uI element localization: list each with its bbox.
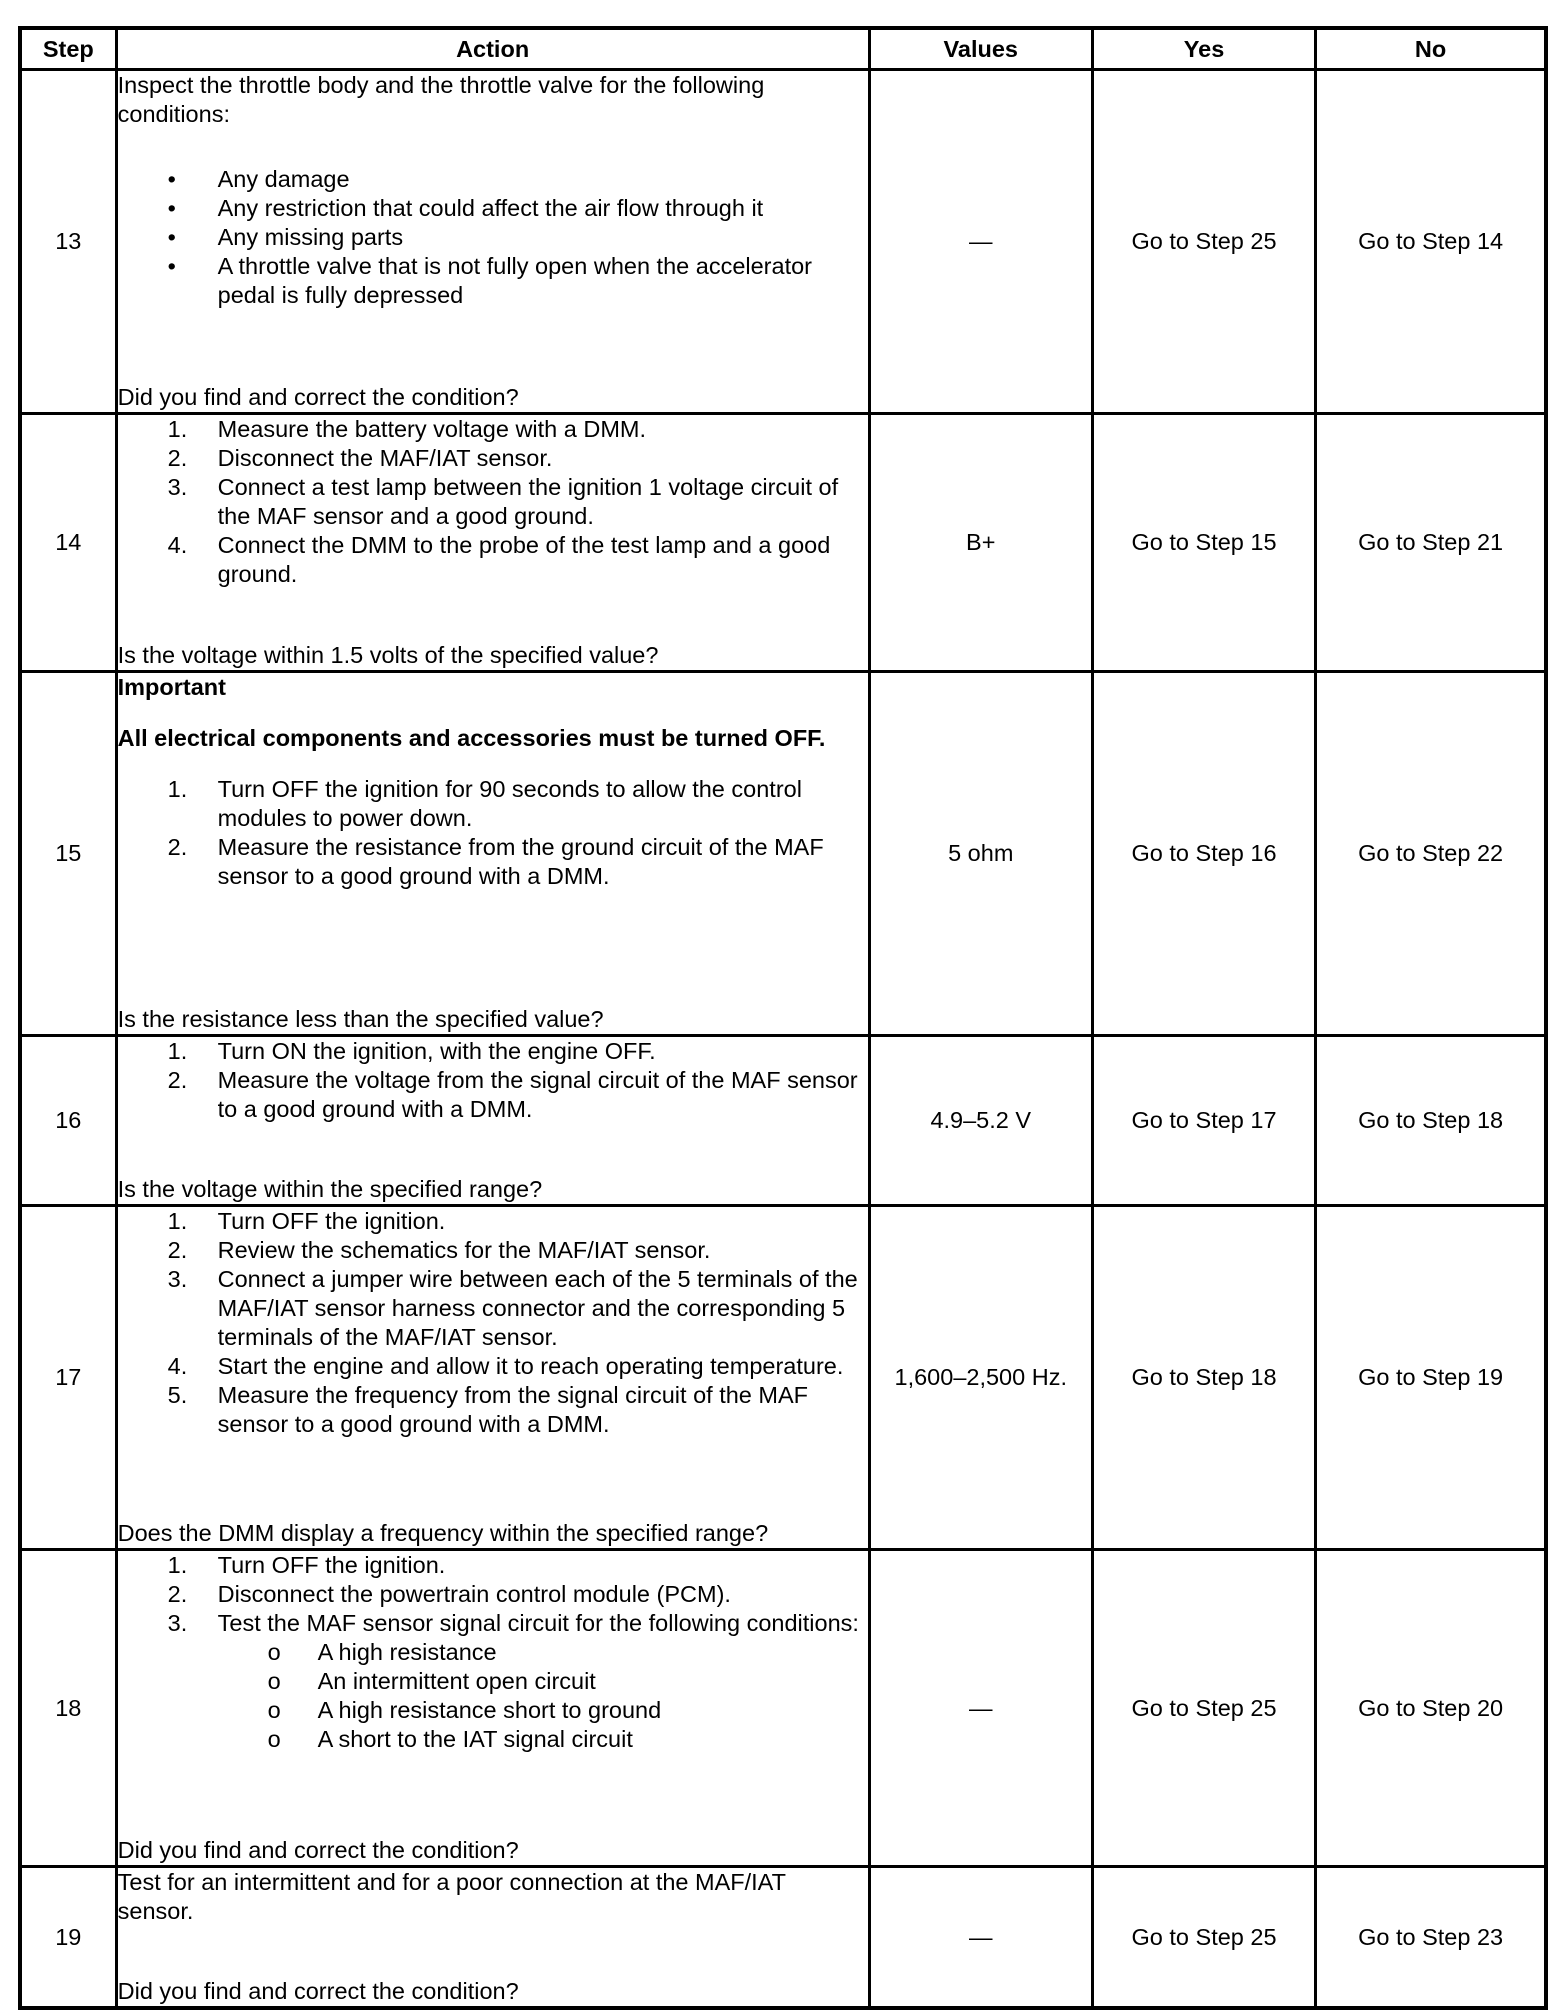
value-cell: B+	[869, 414, 1092, 672]
list-item	[118, 833, 868, 891]
list-text: Connect a test lamp between the ignition 1 voltage circuit of the MAF sensor and a good ground.	[217, 474, 839, 530]
list-number: 3.	[167, 1266, 188, 1293]
header-yes: Yes	[1092, 28, 1315, 70]
numbered-list	[118, 1037, 868, 1124]
action-cell	[116, 1206, 869, 1550]
sub-list-item: o A high resistance short to ground	[218, 1696, 868, 1725]
table-row	[20, 1206, 1546, 1550]
yes-cell: Go to Step 15	[1092, 414, 1315, 672]
sub-list-item: o A short to the IAT signal circuit	[218, 1725, 868, 1754]
list-item	[118, 775, 868, 833]
numbered-list	[118, 775, 868, 891]
value-cell: 4.9–5.2 V	[869, 1036, 1092, 1206]
list-item	[118, 531, 868, 589]
value-cell: —	[869, 70, 1092, 414]
table-row	[20, 1867, 1546, 2008]
list-number: 4.	[167, 1353, 188, 1380]
list-number: 2.	[167, 1581, 188, 1608]
header-no: No	[1316, 28, 1546, 70]
list-item: • Any missing parts	[118, 223, 868, 252]
list-number: 1.	[167, 1038, 188, 1065]
yes-cell: Go to Step 18	[1092, 1206, 1315, 1550]
list-number: 1.	[167, 1552, 188, 1579]
list-text: Disconnect the MAF/IAT sensor.	[217, 445, 553, 472]
step-number: 17	[20, 1206, 116, 1550]
action-question: Did you find and correct the condition?	[117, 1837, 519, 1864]
list-number: 2.	[167, 1237, 188, 1264]
list-item	[118, 1236, 868, 1265]
action-cell	[116, 1867, 869, 2008]
list-text: Measure the resistance from the ground circuit of the MAF sensor to a good ground with a DMM.	[217, 834, 824, 890]
header-row	[20, 28, 1546, 70]
list-text: Measure the frequency from the signal circuit of the MAF sensor to a good ground with a DMM.	[217, 1382, 808, 1438]
list-number: 1.	[167, 416, 188, 443]
list-item	[118, 1609, 868, 1754]
no-cell: Go to Step 19	[1316, 1206, 1546, 1550]
no-cell: Go to Step 14	[1316, 70, 1546, 414]
action-cell	[116, 1036, 869, 1206]
value-cell: 5 ohm	[869, 672, 1092, 1036]
action-question: Is the resistance less than the specified value?	[117, 1006, 604, 1033]
table-row	[20, 1036, 1546, 1206]
list-item	[118, 1207, 868, 1236]
step-number: 18	[20, 1550, 116, 1867]
no-cell: Go to Step 21	[1316, 414, 1546, 672]
list-number: 3.	[167, 474, 188, 501]
list-item	[118, 415, 868, 444]
table-row	[20, 1550, 1546, 1867]
list-number: 4.	[167, 532, 188, 559]
header-action: Action	[116, 28, 869, 70]
action-question: Is the voltage within the specified range?	[117, 1176, 543, 1203]
no-cell: Go to Step 20	[1316, 1550, 1546, 1867]
action-question: Is the voltage within 1.5 volts of the specified value?	[117, 642, 659, 669]
table-row	[20, 414, 1546, 672]
bullet-list	[118, 165, 868, 310]
numbered-list	[118, 415, 868, 589]
action-question: Does the DMM display a frequency within the specified range?	[117, 1520, 769, 1547]
no-cell: Go to Step 23	[1316, 1867, 1546, 2008]
header-values: Values	[869, 28, 1092, 70]
list-text: Disconnect the powertrain control module (PCM).	[217, 1581, 731, 1608]
list-number: 5.	[167, 1382, 188, 1409]
list-text: Turn OFF the ignition for 90 seconds to allow the control modules to power down.	[217, 776, 802, 832]
list-item: • Any damage	[118, 165, 868, 194]
list-item	[118, 1265, 868, 1352]
step-number: 14	[20, 414, 116, 672]
list-text: Connect a jumper wire between each of the 5 terminals of the MAF/IAT sensor harness connector and the corresponding 5 terminals of the MAF/IAT sensor.	[217, 1266, 858, 1351]
list-item	[118, 1066, 868, 1124]
sub-list	[218, 1638, 868, 1754]
action-question: Did you find and correct the condition?	[117, 1978, 519, 2004]
value-cell: 1,600–2,500 Hz.	[869, 1206, 1092, 1550]
step-number: 19	[20, 1867, 116, 2008]
yes-cell: Go to Step 25	[1092, 70, 1315, 414]
list-item	[118, 1381, 868, 1439]
action-cell	[116, 1550, 869, 1867]
list-text: Start the engine and allow it to reach operating temperature.	[217, 1353, 844, 1380]
list-item	[118, 1580, 868, 1609]
list-text: Turn OFF the ignition.	[217, 1552, 446, 1579]
diagnostic-table	[18, 26, 1548, 2010]
step-number: 15	[20, 672, 116, 1036]
sub-list-item: o A high resistance	[218, 1638, 868, 1667]
list-number: 1.	[167, 1208, 188, 1235]
list-text: Turn OFF the ignition.	[217, 1208, 446, 1235]
list-number: 1.	[167, 776, 188, 803]
list-text: Test the MAF sensor signal circuit for the following conditions:	[217, 1610, 859, 1637]
sub-list-item: o An intermittent open circuit	[218, 1667, 868, 1696]
list-item	[118, 444, 868, 473]
list-item: • Any restriction that could affect the air flow through it	[118, 194, 868, 223]
list-text: Turn ON the ignition, with the engine OFF.	[217, 1038, 656, 1065]
action-intro: Test for an intermittent and for a poor connection at the MAF/IAT sensor.	[117, 1869, 786, 1925]
yes-cell: Go to Step 16	[1092, 672, 1315, 1036]
list-text: Measure the battery voltage with a DMM.	[217, 416, 647, 443]
numbered-list	[118, 1207, 868, 1439]
list-item: • A throttle valve that is not fully open when the accelerator pedal is fully depressed	[118, 252, 868, 310]
list-text: Measure the voltage from the signal circuit of the MAF sensor to a good ground with a DMM.	[217, 1067, 858, 1123]
no-cell: Go to Step 18	[1316, 1036, 1546, 1206]
list-number: 2.	[167, 445, 188, 472]
yes-cell: Go to Step 25	[1092, 1867, 1315, 2008]
action-question: Did you find and correct the condition?	[117, 384, 519, 411]
value-cell: —	[869, 1867, 1092, 2008]
important-label: Important	[117, 674, 226, 701]
no-cell: Go to Step 22	[1316, 672, 1546, 1036]
list-number: 3.	[167, 1610, 188, 1637]
list-item	[118, 473, 868, 531]
action-cell	[116, 70, 869, 414]
value-cell: —	[869, 1550, 1092, 1867]
step-number: 16	[20, 1036, 116, 1206]
list-number: 2.	[167, 1067, 188, 1094]
table-row	[20, 672, 1546, 1036]
list-text: Review the schematics for the MAF/IAT sensor.	[217, 1237, 711, 1264]
warning-text: All electrical components and accessories must be turned OFF.	[117, 725, 826, 752]
numbered-list	[118, 1551, 868, 1754]
yes-cell: Go to Step 25	[1092, 1550, 1315, 1867]
list-item	[118, 1352, 868, 1381]
action-cell	[116, 414, 869, 672]
step-number: 13	[20, 70, 116, 414]
header-step: Step	[20, 28, 116, 70]
list-item	[118, 1037, 868, 1066]
table-row	[20, 70, 1546, 414]
action-cell	[116, 672, 869, 1036]
action-intro: Inspect the throttle body and the throttle valve for the following conditions:	[117, 72, 765, 127]
yes-cell: Go to Step 17	[1092, 1036, 1315, 1206]
list-text: Connect the DMM to the probe of the test lamp and a good ground.	[217, 532, 831, 588]
list-item	[118, 1551, 868, 1580]
list-number: 2.	[167, 834, 188, 861]
